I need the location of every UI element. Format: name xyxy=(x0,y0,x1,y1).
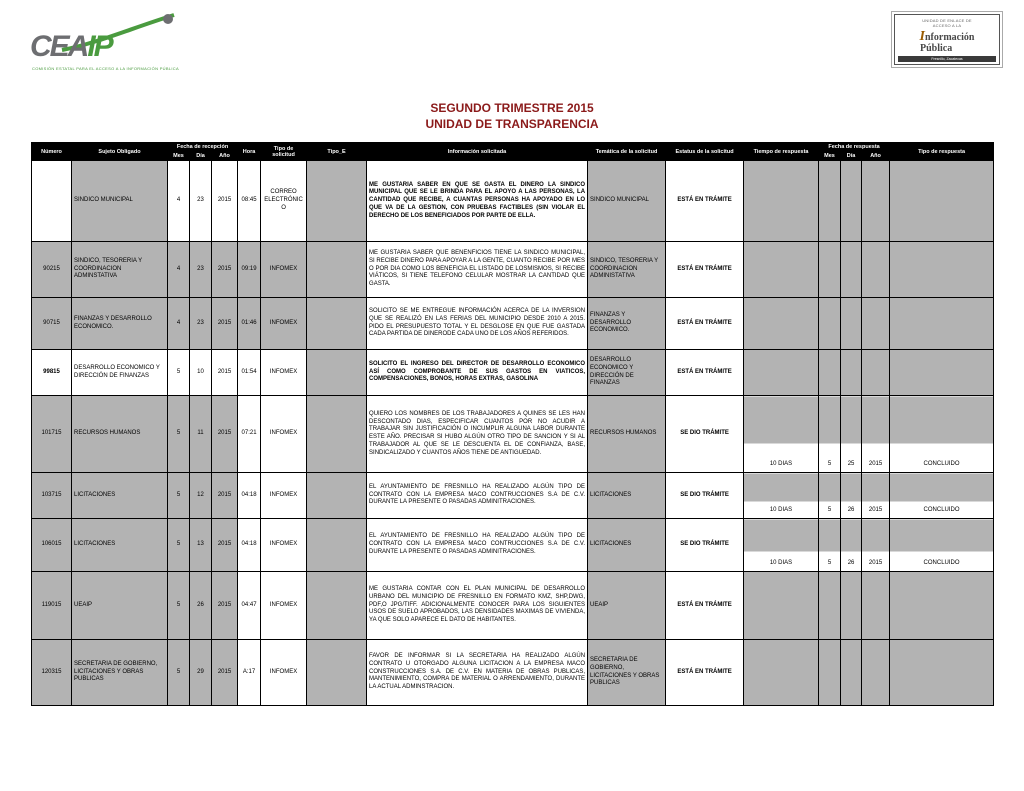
cell-info: ME GUSTARIA SABER EN QUE SE GASTA EL DINERO LA SINDICO MUNICIPAL QUE SE LE BRINDA PARA EL APOYO A LAS PERSONAS, LA CANTIDAD QUE RECIBE, A CUANTAS PERSONAS HA APOYADO EN LO QUE VA DE LA GESTION, CON PRUEBAS FACTIBLES (SIN VIOLAR EL DERECHO DE LOS BENEFICIADOS POR PARTE DE ELLA. xyxy=(367,161,588,242)
col-header-sujeto: Sujeto Obligado xyxy=(72,143,168,161)
cell-tipo_e xyxy=(307,161,367,242)
cell-dia: 13 xyxy=(190,519,212,572)
cell-tematica: LICITACIONES xyxy=(588,473,666,519)
cell-tipo_respuesta: CONCLUIDO xyxy=(890,519,994,572)
cell-numero: 106015 xyxy=(32,519,72,572)
cell-resp_dia xyxy=(841,161,862,242)
cell-numero: 90715 xyxy=(32,298,72,350)
cell-resp_mes: 5 xyxy=(819,396,841,473)
table-row xyxy=(32,242,994,298)
cell-info: QUIERO LOS NOMBRES DE LOS TRABAJADORES A QUINES SE LES HAN DESCONTADO DIAS, ESPECIFICAR CUANTOS POR NO ACUDIR A TRABAJAR SIN JUSTIFICACIÓN O INCUMPLIR ALGUNA LABOR DURANTE ESTE AÑO. PRECISAR SI HUBO ALGÚN OTRO TIPO DE SANCION Y SI AL TRABAJADOR AL QUE SE LE DESCUENTA EL DE CONFIANZA, BASE, SINDICALIZADO Y CUANTOS AÑOS TIENE DE ANTIGUEDAD. xyxy=(367,396,588,473)
cell-tiempo: 10 DIAS xyxy=(744,519,819,572)
cell-estatus: ESTÁ EN TRÁMITE xyxy=(666,242,744,298)
ue-logo-topline-1: UNIDAD DE ENLACE DE xyxy=(922,18,972,23)
cell-mes: 5 xyxy=(168,350,190,396)
subcol-header-ano-recepcion: Año xyxy=(212,152,238,161)
informacion-publica-logo xyxy=(894,14,1000,65)
cell-resp_dia xyxy=(841,242,862,298)
table-row xyxy=(32,473,994,519)
cell-ano: 2015 xyxy=(212,396,238,473)
cell-tipo_respuesta xyxy=(890,572,994,640)
cell-tipo_e xyxy=(307,298,367,350)
col-header-estatus: Estatus de la solicitud xyxy=(666,143,744,161)
title-unidad: UNIDAD DE TRANSPARENCIA xyxy=(425,117,599,132)
col-header-tematica: Temática de la solicitud xyxy=(588,143,666,161)
cell-resp_dia: 26 xyxy=(841,473,862,519)
cell-ano: 2015 xyxy=(212,572,238,640)
cell-numero xyxy=(32,161,72,242)
cell-estatus: ESTÁ EN TRÁMITE xyxy=(666,161,744,242)
cell-resp_ano xyxy=(862,242,890,298)
cell-info: EL AYUNTAMIENTO DE FRESNILLO HA REALIZADO ALGÚN TIPO DE CONTRATO CON LA EMPRESA MACO CONTRUCCIONES S.A DE C.V. DURANTE LA PRESENTE O PASADAS ADMINITRACIONES. xyxy=(367,473,588,519)
cell-sujeto: FINANZAS Y DESARROLLO ECONOMICO. xyxy=(72,298,168,350)
cell-sujeto: SINDICO MUNICIPAL xyxy=(72,161,168,242)
cell-resp_mes xyxy=(819,350,841,396)
cell-dia: 29 xyxy=(190,640,212,706)
table-row xyxy=(32,519,994,572)
cell-estatus: ESTÁ EN TRÁMITE xyxy=(666,640,744,706)
cell-resp_mes xyxy=(819,161,841,242)
cell-tiempo xyxy=(744,640,819,706)
cell-tipo_respuesta xyxy=(890,298,994,350)
cell-tipo_respuesta: CONCLUIDO xyxy=(890,396,994,473)
cell-hora: 01:46 xyxy=(238,298,261,350)
cell-ano: 2015 xyxy=(212,242,238,298)
cell-resp_mes xyxy=(819,242,841,298)
cell-resp_ano xyxy=(862,298,890,350)
cell-ano: 2015 xyxy=(212,161,238,242)
col-header-informacion: Información solicitada xyxy=(367,143,588,161)
cell-info: SOLICITO SE ME ENTREGUE INFORMACIÓN ACERCA DE LA INVERSION QUE SE REALIZÓ EN LAS FERIAS DEL MUNICIPIO DESDE 2010 A 2015. PIDO EL PRESUPUESTO TOTAL Y EL DESGLOSE EN QUE FUE GASTADA CADA PARTIDA DE DINERODE CADA UNO DE LOS AÑOS REFERIDOS. xyxy=(367,298,588,350)
cell-tiempo: 10 DIAS xyxy=(744,396,819,473)
cell-tipo_e xyxy=(307,242,367,298)
cell-mes: 5 xyxy=(168,519,190,572)
cell-tiempo xyxy=(744,242,819,298)
cell-tematica: SINDICO MUNICIPAL xyxy=(588,161,666,242)
cell-sujeto: LICITACIONES xyxy=(72,473,168,519)
table-header xyxy=(32,143,994,161)
col-header-tipo-respuesta: Tipo de respuesta xyxy=(890,143,994,161)
cell-info: ME GUSTARIA CONTAR CON EL PLAN MUNICIPAL DE DESARROLLO URBANO DEL MUNICIPIO DE FRESNILLO EN FORMATO KMZ, SHP,DWG, PDF,O JPG/TIFF. ADICIONALMENTE CONOCER PARA LOS SIGUIENTES USOS DE SUELO APROBADOS, LAS DENSIDADES MAXIMAS DE VIVIENDA, YA QUE SOLO APARECE EL DATO DE HABITANTES. xyxy=(367,572,588,640)
cell-mes: 5 xyxy=(168,640,190,706)
cell-tiempo: 10 DIAS xyxy=(744,473,819,519)
col-header-numero: Número xyxy=(32,143,72,161)
cell-resp_mes: 5 xyxy=(819,519,841,572)
cell-resp_ano: 2015 xyxy=(862,473,890,519)
cell-tipo_e xyxy=(307,473,367,519)
cell-resp_mes xyxy=(819,298,841,350)
subcol-header-dia-recepcion: Día xyxy=(190,152,212,161)
subcol-header-mes-recepcion: Mes xyxy=(168,152,190,161)
cell-resp_dia xyxy=(841,350,862,396)
cell-tipo_respuesta xyxy=(890,350,994,396)
cell-tematica: SINDICO, TESORERIA Y COORDINACION ADMINISTATIVA xyxy=(588,242,666,298)
cell-hora: 08:45 xyxy=(238,161,261,242)
cell-tipo_e xyxy=(307,396,367,473)
cell-mes: 4 xyxy=(168,161,190,242)
cell-estatus: SE DIO TRÁMITE xyxy=(666,519,744,572)
subcol-header-dia-respuesta: Día xyxy=(841,152,862,161)
cell-tipo_e xyxy=(307,640,367,706)
ue-logo-name xyxy=(898,30,996,44)
table-row xyxy=(32,161,994,242)
report-titles xyxy=(0,100,1024,132)
subcol-header-mes-respuesta: Mes xyxy=(819,152,841,161)
cell-ano: 2015 xyxy=(212,519,238,572)
ceaip-wordmark-gray: CEA xyxy=(30,30,88,63)
cell-sujeto: DESARROLLO ECONOMICO Y DIRECCIÓN DE FINANZAS xyxy=(72,350,168,396)
cell-sujeto: UEAIP xyxy=(72,572,168,640)
cell-resp_ano xyxy=(862,350,890,396)
cell-mes: 4 xyxy=(168,298,190,350)
cell-ano: 2015 xyxy=(212,640,238,706)
ue-logo-topline-2: ACCESO A LA xyxy=(932,23,962,29)
cell-tipo_solicitud: INFOMEX xyxy=(261,519,307,572)
cell-tipo_respuesta xyxy=(890,640,994,706)
ceaip-wordmark xyxy=(30,32,112,62)
cell-resp_ano xyxy=(862,640,890,706)
ue-logo-name-rest: nformación xyxy=(925,31,975,43)
cell-tipo_solicitud: INFOMEX xyxy=(261,350,307,396)
cell-tipo_solicitud: INFOMEX xyxy=(261,572,307,640)
col-header-tiempo: Tiempo de respuesta xyxy=(744,143,819,161)
requests-table xyxy=(31,142,994,706)
cell-sujeto: SECRETARIA DE GOBIERNO, LICITACIONES Y OBRAS PUBLICAS xyxy=(72,640,168,706)
cell-info: EL AYUNTAMIENTO DE FRESNILLO HA REALIZADO ALGÚN TIPO DE CONTRATO CON LA EMPRESA MACO CONTRUCCIONES S.A DE C.V. DURANTE LA PRESENTE O PASADAS ADMINITRACIONES. xyxy=(367,519,588,572)
ue-logo-name-line2: Pública xyxy=(920,42,953,54)
cell-estatus: ESTÁ EN TRÁMITE xyxy=(666,350,744,396)
cell-resp_ano xyxy=(862,161,890,242)
ceaip-wordmark-green: IP xyxy=(87,30,112,63)
cell-mes: 4 xyxy=(168,242,190,298)
cell-hora: 04:18 xyxy=(238,473,261,519)
cell-resp_dia xyxy=(841,572,862,640)
cell-mes: 5 xyxy=(168,473,190,519)
cell-resp_ano: 2015 xyxy=(862,396,890,473)
cell-tiempo xyxy=(744,161,819,242)
col-header-fecha-recepcion: Fecha de recepción xyxy=(168,143,238,152)
cell-sujeto: RECURSOS HUMANOS xyxy=(72,396,168,473)
cell-dia: 23 xyxy=(190,298,212,350)
cell-mes: 5 xyxy=(168,396,190,473)
cell-numero: 90215 xyxy=(32,242,72,298)
col-header-tipo-e: Tipo_E xyxy=(307,143,367,161)
cell-tipo_solicitud: INFOMEX xyxy=(261,242,307,298)
cell-numero: 119015 xyxy=(32,572,72,640)
cell-dia: 23 xyxy=(190,161,212,242)
cell-numero: 101715 xyxy=(32,396,72,473)
cell-tipo_solicitud: INFOMEX xyxy=(261,396,307,473)
cell-tipo_respuesta xyxy=(890,242,994,298)
cell-tipo_solicitud: INFOMEX xyxy=(261,298,307,350)
cell-hora: 07:21 xyxy=(238,396,261,473)
cell-hora: A:17 xyxy=(238,640,261,706)
cell-resp_dia xyxy=(841,640,862,706)
cell-tipo_e xyxy=(307,350,367,396)
cell-tipo_solicitud: INFOMEX xyxy=(261,473,307,519)
cell-numero: 103715 xyxy=(32,473,72,519)
cell-resp_dia xyxy=(841,298,862,350)
title-trimestre: SEGUNDO TRIMESTRE 2015 xyxy=(430,101,594,115)
cell-hora: 09:19 xyxy=(238,242,261,298)
cell-sujeto: SINDICO, TESORERIA Y COORDINACION ADMINSTATIVA xyxy=(72,242,168,298)
cell-hora: 01:54 xyxy=(238,350,261,396)
cell-estatus: SE DIO TRÁMITE xyxy=(666,396,744,473)
subcol-header-ano-respuesta: Año xyxy=(862,152,890,161)
cell-tematica: SECRETARIA DE GOBIERNO, LICITACIONES Y OBRAS PUBLICAS xyxy=(588,640,666,706)
table-row xyxy=(32,572,994,640)
cell-numero: 120315 xyxy=(32,640,72,706)
cell-info: ME GUSTARIA SABER QUE BENENFICIOS TIENE LA SINDICO MUNICIPAL, SI RECIBE DINERO PARA APOYAR A LA GENTE, CUANTO RECIBE POR MES O POR DIA COMO LOS BENEFICIA EL LISTADO DE LOSMISMOS, SI RECIBE VIÁTICOS, SI TIENE TELEFONO CELULAR MOSTRAR LA CANTIDAD QUE GASTA. xyxy=(367,242,588,298)
cell-info: SOLICITO EL INGRESO DEL DIRECTOR DE DESARROLLO ECONOMICO ASÍ COMO COMPROBANTE DE SUS GASTOS EN VIATICOS, COMPENSACIONES, BONOS, HORAS EXTRAS, GASOLINA xyxy=(367,350,588,396)
cell-estatus: ESTÁ EN TRÁMITE xyxy=(666,572,744,640)
table-row xyxy=(32,298,994,350)
cell-tipo_solicitud: INFOMEX xyxy=(261,640,307,706)
cell-tematica: FINANZAS Y DESARROLLO ECONOMICO. xyxy=(588,298,666,350)
col-header-tipo-solicitud: Tipo de solicitud xyxy=(261,143,307,161)
cell-tipo_solicitud: CORREO ELECTRÓNICO xyxy=(261,161,307,242)
cell-resp_dia: 25 xyxy=(841,396,862,473)
cell-hora: 04:47 xyxy=(238,572,261,640)
cell-resp_ano xyxy=(862,572,890,640)
cell-resp_dia: 26 xyxy=(841,519,862,572)
cell-tipo_respuesta xyxy=(890,161,994,242)
cell-resp_mes: 5 xyxy=(819,473,841,519)
cell-mes: 5 xyxy=(168,572,190,640)
cell-tematica: DESARROLLO ECONOMICO Y DIRECCIÓN DE FINANZAS xyxy=(588,350,666,396)
cell-tipo_respuesta: CONCLUIDO xyxy=(890,473,994,519)
cell-tiempo xyxy=(744,572,819,640)
cell-ano: 2015 xyxy=(212,350,238,396)
col-header-fecha-respuesta: Fecha de respuesta xyxy=(819,143,890,152)
cell-tiempo xyxy=(744,298,819,350)
cell-tipo_e xyxy=(307,519,367,572)
cell-dia: 10 xyxy=(190,350,212,396)
cell-tiempo xyxy=(744,350,819,396)
cell-ano: 2015 xyxy=(212,473,238,519)
cell-dia: 26 xyxy=(190,572,212,640)
requests-table-body xyxy=(32,161,994,706)
table-row xyxy=(32,350,994,396)
cell-tipo_e xyxy=(307,572,367,640)
col-header-hora: Hora xyxy=(238,143,261,161)
ceaip-logo xyxy=(30,14,180,76)
table-row xyxy=(32,640,994,706)
cell-resp_ano: 2015 xyxy=(862,519,890,572)
cell-ano: 2015 xyxy=(212,298,238,350)
cell-info: FAVOR DE INFORMAR SI LA SECRETARIA HA REALIZADO ALGÚN CONTRATO U OTORGADO ALGUNA LICITACION A LA EMPRESA MACO CONSTRUCCIONES S.A. DE C.V. EN MATERIA DE OBRAS PUBLICAS, MANTENIMIENTO, COMPRA DE MATERIAL O ARRENDAMIENTO, DURANTE LA ACTUAL ADMINSTRACION. xyxy=(367,640,588,706)
table-row xyxy=(32,396,994,473)
cell-estatus: ESTÁ EN TRÁMITE xyxy=(666,298,744,350)
cell-resp_mes xyxy=(819,640,841,706)
cell-dia: 23 xyxy=(190,242,212,298)
cell-sujeto: LICITACIONES xyxy=(72,519,168,572)
cell-tematica: RECURSOS HUMANOS xyxy=(588,396,666,473)
ue-logo-band: Fresnillo, Zacatecas xyxy=(898,56,996,63)
ue-logo-initial: I xyxy=(919,28,925,44)
cell-dia: 12 xyxy=(190,473,212,519)
cell-dia: 11 xyxy=(190,396,212,473)
cell-tematica: LICITACIONES xyxy=(588,519,666,572)
cell-resp_mes xyxy=(819,572,841,640)
cell-estatus: SE DIO TRÁMITE xyxy=(666,473,744,519)
cell-tematica: UEAIP xyxy=(588,572,666,640)
ceaip-tagline: COMISIÓN ESTATAL PARA EL ACCESO A LA INFORMACIÓN PÚBLICA xyxy=(32,66,179,71)
cell-numero: 99815 xyxy=(32,350,72,396)
cell-hora: 04:18 xyxy=(238,519,261,572)
